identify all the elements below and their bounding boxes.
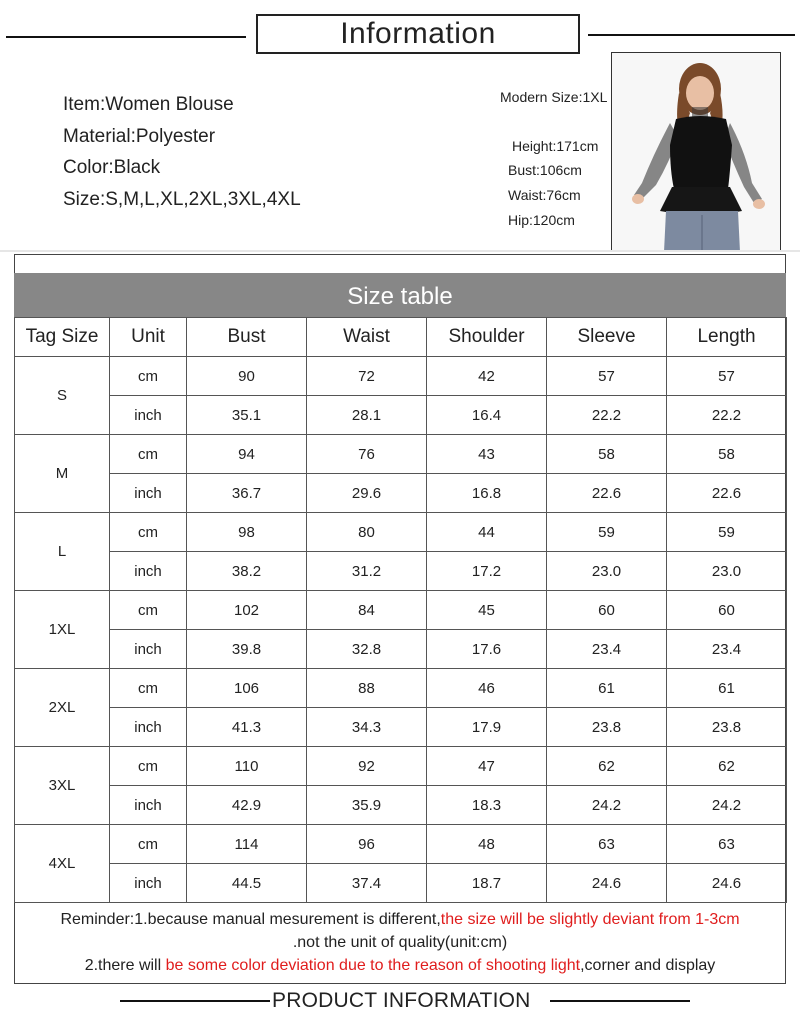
table-row [15, 864, 787, 903]
unit-cell: cm [110, 513, 187, 552]
unit-cell: inch [110, 630, 187, 669]
measurement-cell: 32.8 [307, 630, 427, 669]
unit-cell: cm [110, 591, 187, 630]
model-photo [611, 52, 781, 251]
measurement-cell: 62 [547, 747, 667, 786]
measurement-cell: 38.2 [187, 552, 307, 591]
table-row [15, 669, 787, 708]
measurement-cell: 90 [187, 357, 307, 396]
reminder-highlight: the size will be slightly deviant from 1-3cm [440, 911, 740, 928]
table-row [15, 747, 787, 786]
table-row [15, 591, 787, 630]
measurement-cell: 17.9 [427, 708, 547, 747]
header-rule-right [588, 34, 795, 36]
measurement-cell: 23.8 [667, 708, 787, 747]
unit-cell: inch [110, 708, 187, 747]
measurement-cell: 60 [547, 591, 667, 630]
size-table-header-row [15, 318, 787, 357]
table-row [15, 630, 787, 669]
measurement-cell: 42 [427, 357, 547, 396]
tag-size-cell: S [15, 357, 110, 435]
measurement-cell: 60 [667, 591, 787, 630]
tag-size-cell: 1XL [15, 591, 110, 669]
tag-size-cell: 3XL [15, 747, 110, 825]
unit-cell: inch [110, 552, 187, 591]
col-header-bust: Bust [187, 318, 307, 357]
product-material: Material:Polyester [63, 126, 216, 147]
reminder-highlight: be some color deviation due to the reason of shooting light [165, 957, 581, 974]
table-row [15, 435, 787, 474]
table-row [15, 474, 787, 513]
col-header-shoulder: Shoulder [427, 318, 547, 357]
measurement-cell: 23.0 [667, 552, 787, 591]
unit-cell: cm [110, 357, 187, 396]
reminder-text: 2.there will [84, 957, 166, 974]
measurement-cell: 18.7 [427, 864, 547, 903]
model-hip: Hip:120cm [508, 212, 575, 228]
measurement-cell: 37.4 [307, 864, 427, 903]
measurement-cell: 16.8 [427, 474, 547, 513]
measurement-cell: 24.6 [667, 864, 787, 903]
measurement-cell: 17.2 [427, 552, 547, 591]
measurement-cell: 18.3 [427, 786, 547, 825]
table-row [15, 552, 787, 591]
col-header-tag-size: Tag Size [15, 318, 110, 357]
measurement-cell: 61 [667, 669, 787, 708]
measurement-cell: 98 [187, 513, 307, 552]
measurement-cell: 114 [187, 825, 307, 864]
measurement-cell: 22.2 [667, 396, 787, 435]
measurement-cell: 23.8 [547, 708, 667, 747]
measurement-cell: 43 [427, 435, 547, 474]
unit-cell: inch [110, 864, 187, 903]
reminder-line-1 [14, 908, 786, 931]
unit-cell: cm [110, 747, 187, 786]
measurement-cell: 45 [427, 591, 547, 630]
unit-cell: inch [110, 786, 187, 825]
tag-size-cell: 2XL [15, 669, 110, 747]
measurement-cell: 62 [667, 747, 787, 786]
table-row [15, 708, 787, 747]
reminder-line-3 [14, 954, 786, 977]
product-information-title: PRODUCT INFORMATION [272, 989, 531, 1012]
measurement-cell: 96 [307, 825, 427, 864]
tag-size-cell: M [15, 435, 110, 513]
measurement-cell: 35.1 [187, 396, 307, 435]
measurement-cell: 41.3 [187, 708, 307, 747]
measurement-cell: 48 [427, 825, 547, 864]
measurement-cell: 22.6 [667, 474, 787, 513]
measurement-cell: 72 [307, 357, 427, 396]
table-row [15, 825, 787, 864]
unit-cell: cm [110, 825, 187, 864]
reminder-line-2: .not the unit of quality(unit:cm) [292, 934, 508, 951]
measurement-cell: 92 [307, 747, 427, 786]
header-separator [0, 250, 800, 252]
measurement-cell: 23.0 [547, 552, 667, 591]
measurement-cell: 61 [547, 669, 667, 708]
unit-cell: cm [110, 669, 187, 708]
product-size: Size:S,M,L,XL,2XL,3XL,4XL [63, 189, 301, 210]
product-item: Item:Women Blouse [63, 94, 234, 115]
measurement-cell: 23.4 [667, 630, 787, 669]
measurement-cell: 44.5 [187, 864, 307, 903]
model-size: Modern Size:1XL [500, 89, 608, 105]
measurement-cell: 34.3 [307, 708, 427, 747]
table-row [15, 786, 787, 825]
measurement-cell: 22.2 [547, 396, 667, 435]
size-table [14, 317, 787, 903]
measurement-cell: 102 [187, 591, 307, 630]
unit-cell: cm [110, 435, 187, 474]
measurement-cell: 17.6 [427, 630, 547, 669]
measurement-cell: 59 [667, 513, 787, 552]
col-header-length: Length [667, 318, 787, 357]
footer-rule-right [550, 1000, 690, 1002]
table-row [15, 396, 787, 435]
measurement-cell: 29.6 [307, 474, 427, 513]
footer-rule-left [120, 1000, 270, 1002]
measurement-cell: 36.7 [187, 474, 307, 513]
header-rule-left [6, 36, 246, 38]
measurement-cell: 63 [547, 825, 667, 864]
table-row [15, 513, 787, 552]
measurement-cell: 58 [667, 435, 787, 474]
information-title: Information [256, 14, 580, 54]
measurement-cell: 57 [547, 357, 667, 396]
measurement-cell: 63 [667, 825, 787, 864]
table-row [15, 357, 787, 396]
unit-cell: inch [110, 474, 187, 513]
measurement-cell: 88 [307, 669, 427, 708]
model-bust: Bust:106cm [508, 162, 582, 178]
reminder-notes [14, 901, 786, 984]
reminder-text: ,corner and display [580, 957, 716, 974]
measurement-cell: 58 [547, 435, 667, 474]
unit-cell: inch [110, 396, 187, 435]
size-table-title: Size table [14, 273, 786, 317]
measurement-cell: 24.2 [547, 786, 667, 825]
measurement-cell: 76 [307, 435, 427, 474]
measurement-cell: 44 [427, 513, 547, 552]
measurement-cell: 16.4 [427, 396, 547, 435]
measurement-cell: 31.2 [307, 552, 427, 591]
measurement-cell: 47 [427, 747, 547, 786]
measurement-cell: 80 [307, 513, 427, 552]
col-header-sleeve: Sleeve [547, 318, 667, 357]
model-waist: Waist:76cm [508, 187, 581, 203]
measurement-cell: 106 [187, 669, 307, 708]
tag-size-cell: 4XL [15, 825, 110, 903]
model-illustration [612, 53, 781, 251]
col-header-waist: Waist [307, 318, 427, 357]
measurement-cell: 24.2 [667, 786, 787, 825]
measurement-cell: 22.6 [547, 474, 667, 513]
measurement-cell: 57 [667, 357, 787, 396]
measurement-cell: 23.4 [547, 630, 667, 669]
tag-size-cell: L [15, 513, 110, 591]
measurement-cell: 35.9 [307, 786, 427, 825]
measurement-cell: 110 [187, 747, 307, 786]
model-height: Height:171cm [512, 138, 599, 154]
product-color: Color:Black [63, 157, 161, 178]
measurement-cell: 84 [307, 591, 427, 630]
col-header-unit: Unit [110, 318, 187, 357]
measurement-cell: 94 [187, 435, 307, 474]
measurement-cell: 39.8 [187, 630, 307, 669]
measurement-cell: 46 [427, 669, 547, 708]
reminder-text: Reminder:1.because manual mesurement is different, [60, 911, 441, 928]
measurement-cell: 24.6 [547, 864, 667, 903]
measurement-cell: 59 [547, 513, 667, 552]
measurement-cell: 28.1 [307, 396, 427, 435]
measurement-cell: 42.9 [187, 786, 307, 825]
